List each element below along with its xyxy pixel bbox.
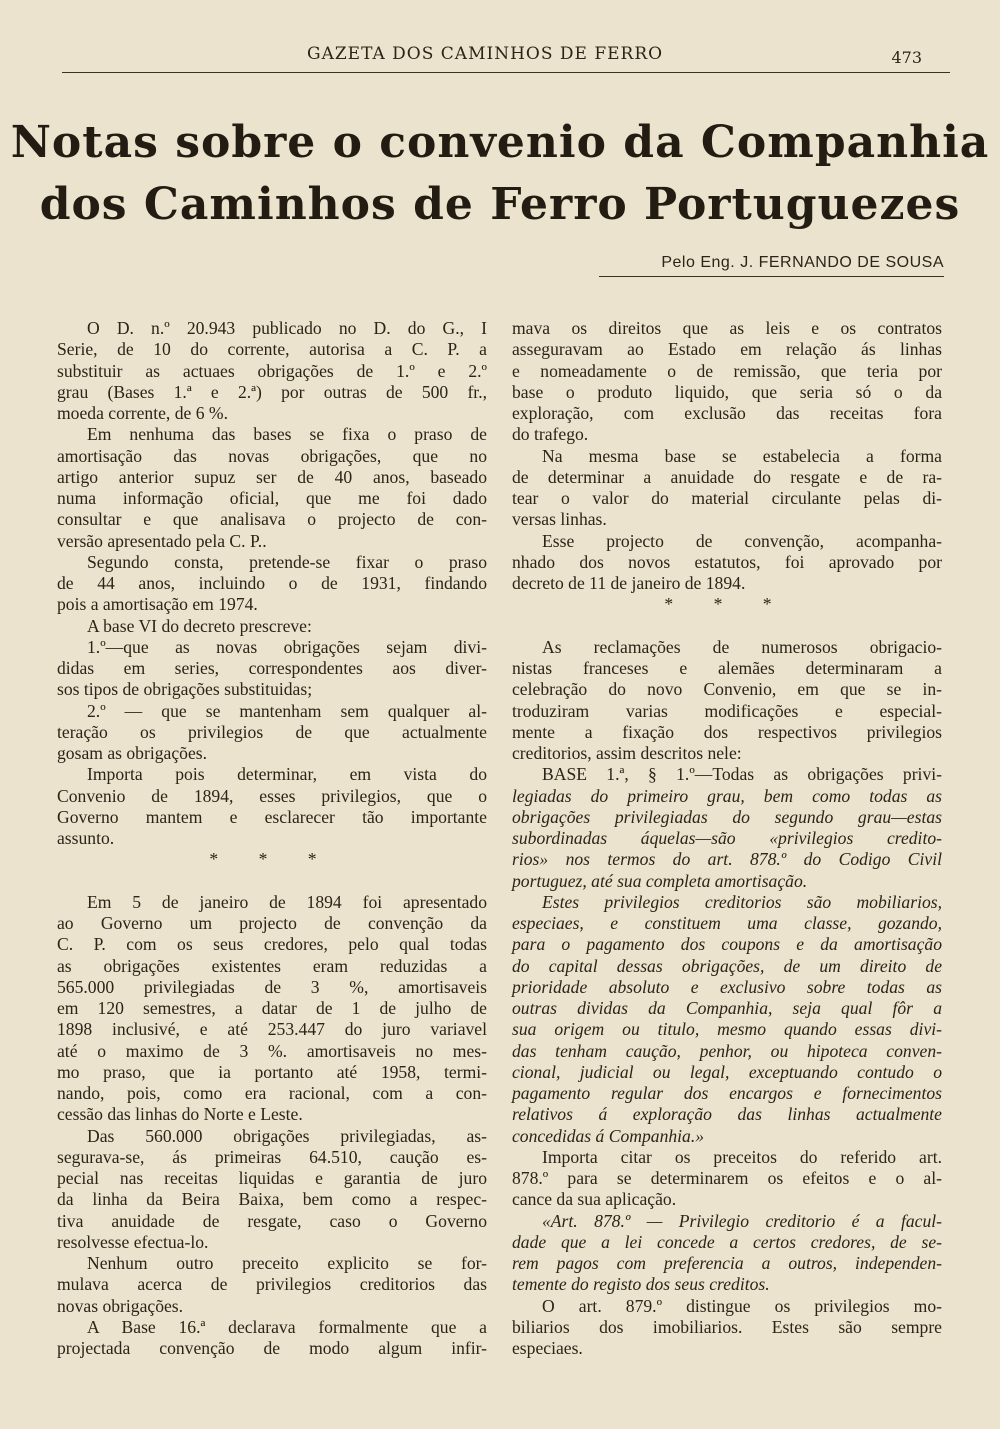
text-line: asseguravam ao Estado em relação ás linhas — [512, 339, 942, 360]
text-line: tiva anuidade de resgate, caso o Governo — [57, 1210, 487, 1231]
text-line: resolvesse efectua-lo. — [57, 1231, 209, 1252]
text-line: mente a fixação dos respectivos privilegios — [512, 721, 942, 742]
text-line: Governo mantem e esclarecer tão importante — [57, 806, 487, 827]
section-separator: * * * — [209, 849, 335, 870]
text-line: 1.º—que as novas obrigações sejam divi- — [87, 636, 487, 657]
text-line: Nenhum outro preceito explicito se for- — [87, 1253, 487, 1273]
text-line: O D. n.º 20.943 publicado no D. do G., I — [87, 318, 487, 338]
text-line: Em 5 de janeiro de 1894 foi apresentado — [87, 891, 487, 912]
text-line: 878.º para se determinarem os efeitos e o al- — [512, 1168, 942, 1188]
text-line: de determinar a anuidade do resgate e de ra- — [512, 466, 942, 487]
text-line: Em nenhuma das bases se fixa o praso de — [87, 424, 487, 445]
text-line: cessão das linhas do Norte e Leste. — [57, 1104, 303, 1125]
text-line: nando, pois, como era racional, com a con- — [57, 1083, 487, 1103]
section-separator: * * * — [664, 594, 790, 615]
text-line: sua origem ou titulo, mesmo quando essas divi- — [512, 1019, 942, 1040]
text-line: gosam as obrigações. — [57, 743, 207, 763]
text-line: A Base 16.ª declarava formalmente que a — [87, 1316, 487, 1337]
text-line: ao Governo um projecto de convenção da — [57, 913, 487, 933]
text-line: da linha da Beira Baixa, bem como a respec- — [57, 1189, 487, 1210]
title-line-2: dos Caminhos de Ferro Portuguezes — [39, 179, 961, 230]
text-line: mava os direitos que as leis e os contratos — [512, 318, 942, 338]
text-line: consultar e que analisava o projecto de con- — [57, 509, 487, 530]
text-line: amortisação das novas obrigações, que no — [57, 445, 487, 466]
text-line: nhado dos novos estatutos, foi aprovado por — [512, 551, 942, 572]
text-line: celebração do novo Convenio, em que se in- — [512, 679, 942, 700]
text-line: numa informação oficial, que me foi dado — [57, 488, 487, 508]
text-line: para o pagamento dos coupons e da amortisação — [512, 934, 942, 955]
text-line: do trafego. — [512, 424, 589, 445]
text-line: subordinadas áquelas—são «privilegios credito- — [512, 828, 942, 848]
text-line: dade que a lei concede a certos credores, de se- — [512, 1231, 942, 1252]
text-line: Segundo consta, pretende-se fixar o praso — [87, 551, 487, 572]
title-line-1: Notas sobre o convenio da Companhia — [10, 117, 990, 168]
text-line: substituir as actuaes obrigações de 1.º e 2.º — [57, 360, 487, 381]
text-line: Importa pois determinar, em vista do — [87, 764, 487, 785]
text-line: portuguez, até sua completa amortisação. — [512, 870, 808, 891]
byline: Pelo Eng. J. FERNANDO DE SOUSA — [661, 254, 944, 271]
blank-line — [512, 616, 942, 637]
byline-rule — [599, 276, 944, 277]
article-title — [0, 112, 1000, 236]
text-line: versão apresentado pela C. P.. — [57, 530, 267, 551]
text-line: projectada convenção de modo algum infir- — [57, 1338, 487, 1358]
text-line: nistas franceses e alemães determinaram a — [512, 658, 942, 678]
text-line: legiadas do primeiro grau, bem como todas as — [512, 785, 942, 806]
page-number: 473 — [891, 48, 922, 67]
text-line: pois a amortisação em 1974. — [57, 594, 258, 615]
text-line: Importa citar os preceitos do referido art. — [542, 1146, 942, 1167]
text-line: mo praso, que ia portanto até 1958, termi- — [57, 1061, 487, 1082]
text-line: artigo anterior supuz ser de 40 anos, baseado — [57, 466, 487, 487]
text-line: exploração, com exclusão das receitas fora — [512, 403, 942, 423]
text-line: sos tipos de obrigações substituidas; — [57, 679, 313, 700]
text-line: pagamento regular dos encargos e fornecimentos — [512, 1083, 942, 1103]
text-line: troduziram varias modificações e especial- — [512, 700, 942, 721]
text-line: grau (Bases 1.ª e 2.ª) por outras de 500 fr., — [57, 381, 487, 402]
left-column — [57, 318, 487, 1359]
text-line: novas obrigações. — [57, 1295, 184, 1316]
text-line: versas linhas. — [512, 509, 607, 530]
text-line: 2.º — que se mantenham sem qualquer al- — [87, 700, 487, 721]
text-line: Serie, de 10 do corrente, autorisa a C. P. a — [57, 339, 487, 360]
text-line: obrigações privilegiadas do segundo grau—estas — [512, 806, 942, 827]
right-column — [512, 318, 942, 1359]
text-line: teração os privilegios de que actualmente — [57, 721, 487, 742]
text-line: rem pagos com preferencia a outros, independen- — [512, 1253, 942, 1273]
text-line: relativos á exploração das linhas actualmente — [512, 1104, 942, 1125]
text-line: C. P. com os seus credores, pelo qual todas — [57, 934, 487, 955]
text-line: pecial nas receitas liquidas e garantia de juro — [57, 1168, 487, 1188]
text-line: 565.000 privilegiadas de 3 %, amortisaveis — [57, 976, 487, 997]
text-line: especiaes, e constituem uma classe, gozando, — [512, 913, 942, 933]
text-line: decreto de 11 de janeiro de 1894. — [512, 573, 746, 593]
text-line: didas em series, correspondentes aos diver- — [57, 658, 487, 678]
text-line: em 120 semestres, a datar de 1 de julho de — [57, 998, 487, 1018]
text-line: rios» nos termos do art. 878.º do Codigo Civil — [512, 849, 942, 870]
text-line: A base VI do decreto prescreve: — [87, 615, 312, 636]
text-line: segurava-se, ás primeiras 64.510, caução es- — [57, 1146, 487, 1167]
text-line: «Art. 878.º — Privilegio creditorio é a facul- — [542, 1210, 942, 1231]
text-line: cance da sua aplicação. — [512, 1189, 677, 1210]
text-line: de 44 anos, incluindo o de 1931, findando — [57, 573, 487, 593]
text-line: Estes privilegios creditorios são mobiliarios, — [542, 891, 942, 912]
text-line: mulava acerca de privilegios creditorios das — [57, 1274, 487, 1295]
text-line: biliarios dos imobiliarios. Estes são sempre — [512, 1316, 942, 1337]
text-line: do capital dessas obrigações, de um direito de — [512, 955, 942, 976]
running-header — [62, 42, 950, 73]
text-line: Na mesma base se estabelecia a forma — [542, 445, 942, 466]
text-line: Convenio de 1894, esses privilegios, que o — [57, 785, 487, 806]
text-line: temente do registo dos seus creditos. — [512, 1274, 770, 1295]
blank-line — [57, 871, 487, 892]
text-line: das tenham caução, penhor, ou hipoteca conven- — [512, 1040, 942, 1061]
text-line: BASE 1.ª, § 1.º—Todas as obrigações privi- — [542, 764, 942, 785]
text-line: creditorios, assim descritos nele: — [512, 743, 742, 763]
text-line: especiaes. — [512, 1338, 583, 1358]
text-line: as obrigações existentes eram reduzidas a — [57, 955, 487, 976]
text-line: moeda corrente, de 6 %. — [57, 403, 228, 423]
journal-name: GAZETA DOS CAMINHOS DE FERRO — [307, 44, 664, 64]
text-line: base o produto liquido, que seria só o da — [512, 381, 942, 402]
text-line: outras dividas da Companhia, seja qual fôr a — [512, 998, 942, 1018]
text-line: assunto. — [57, 828, 115, 848]
text-line: Das 560.000 obrigações privilegiadas, as- — [87, 1125, 487, 1146]
text-line: até o maximo de 3 %. amortisaveis no mes- — [57, 1040, 487, 1061]
text-line: As reclamações de numerosos obrigacio- — [542, 636, 942, 657]
text-line: prioridade absoluto e exclusivo sobre todas as — [512, 976, 942, 997]
text-line: concedidas á Companhia.» — [512, 1125, 705, 1146]
text-line: cional, judicial ou legal, exceptuando contudo o — [512, 1061, 942, 1082]
text-line: tear o valor do material circulante pelas di- — [512, 488, 942, 508]
text-line: 1898 inclusivé, e até 253.447 do juro variavel — [57, 1019, 487, 1040]
text-line: O art. 879.º distingue os privilegios mo- — [542, 1295, 942, 1316]
text-line: Esse projecto de convenção, acompanha- — [542, 530, 942, 551]
text-line: e nomeadamente o de remissão, que teria por — [512, 360, 942, 381]
